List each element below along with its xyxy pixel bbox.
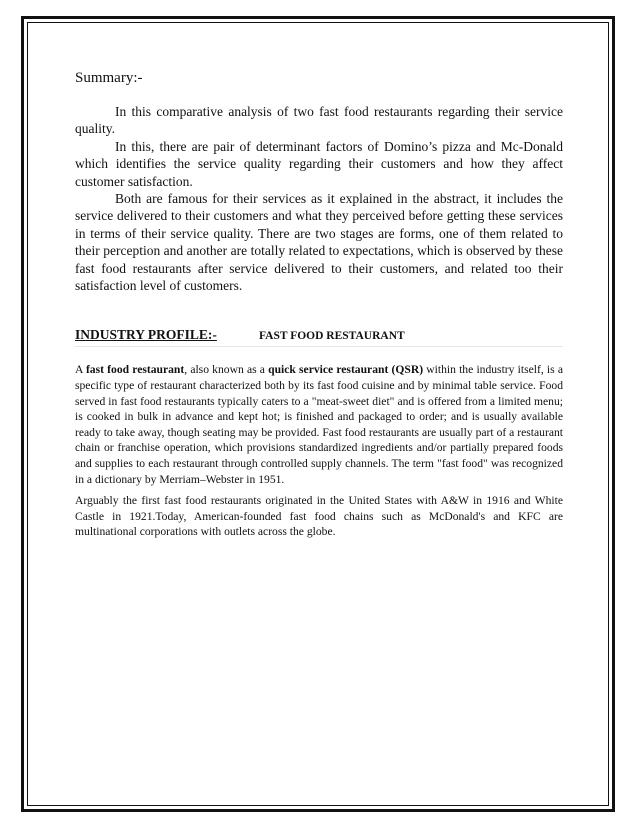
document-content xyxy=(75,70,563,540)
industry-paragraph-1 xyxy=(75,362,563,487)
industry-profile-heading: INDUSTRY PROFILE:- xyxy=(75,327,217,343)
p1-bold-term-fast-food-restaurant: fast food restaurant xyxy=(85,363,185,377)
summary-paragraph-2: In this, there are pair of determinant factors of Domino’s pizza and Mc-Donald which identifies the service quality regarding their customers and how they affect customer satisfaction. xyxy=(75,138,563,189)
p1-text-a: A xyxy=(75,363,86,377)
summary-paragraph-3: Both are famous for their services as it explained in the abstract, it includes the service delivered to their customers and what they perceived before getting these services in terms of their service quality. There are two stages are forms, one of them related to their perception and another are totally related to expectations, which is observed by these fast food restaurants after service delivered to their customers, and related too their satisfaction level of customers. xyxy=(75,191,563,294)
p1-text-c: , also known as a xyxy=(184,363,269,377)
industry-paragraph-2: Arguably the first fast food restaurants originated in the United States with A&W in 1916 and White Castle in 1921.Today, American-founded fast food chains such as McDonald's and KFC are multinational corporations with outlets across the globe. xyxy=(75,494,563,539)
industry-profile-subheading: FAST FOOD RESTAURANT xyxy=(259,330,405,343)
industry-profile-header xyxy=(75,327,563,347)
summary-heading: Summary:- xyxy=(75,70,143,86)
p1-bold-term-qsr: quick service restaurant (QSR) xyxy=(268,363,424,377)
p1-text-e: within the industry itself, is a specific type of restaurant characterized both by its fast food cuisine and by minimal table service. Food served in fast food restaurants typically caters to a "meat-sweet diet" and is offered from a limited menu; is cooked in bulk in advance and kept hot; is finished and packaged to order; and is usually available ready to take away, though seating may be provided. Fast food restaurants are usually part of a restaurant chain or franchise operation, which provisions standardized ingredients and/or partially prepared foods and supplies to each restaurant through controlled supply channels. The term "fast food" was recognized in a dictionary by Merriam–Webster in 1951. xyxy=(75,363,563,486)
summary-paragraph-1: In this comparative analysis of two fast food restaurants regarding their service quality. xyxy=(75,104,563,137)
